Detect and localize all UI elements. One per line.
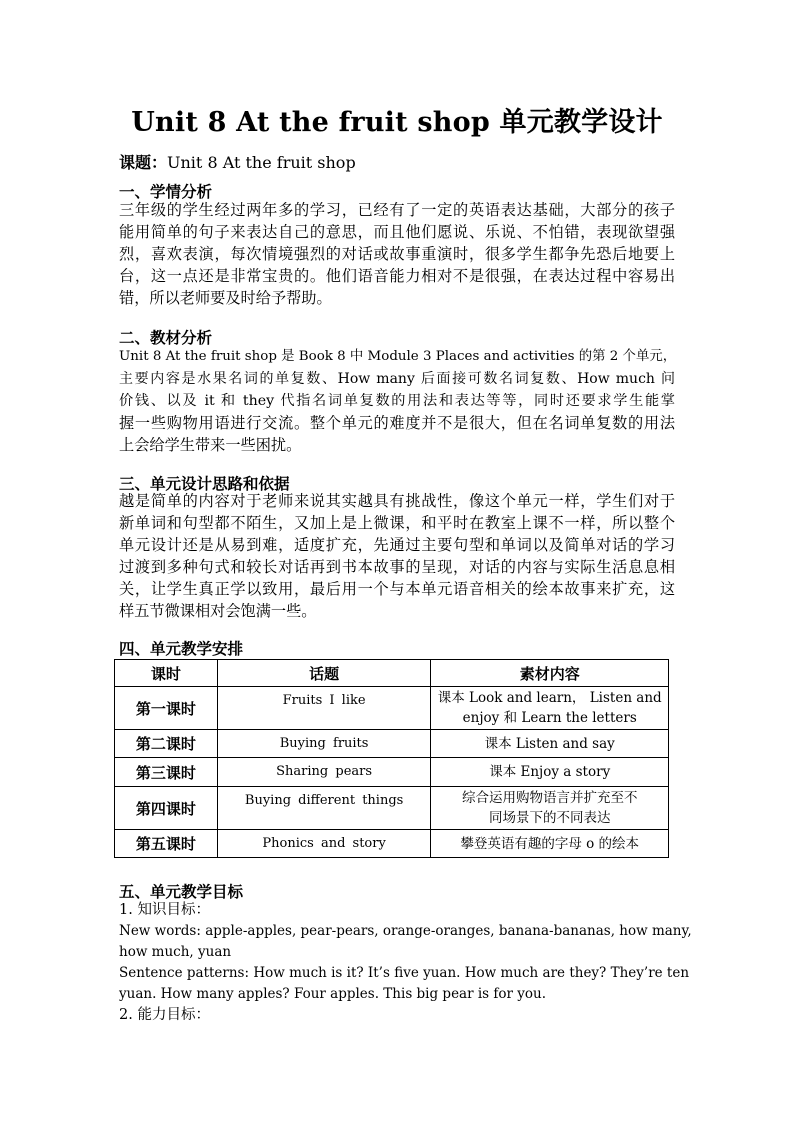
paragraph-line: 样五节微课相对会饱满一些。: [119, 602, 317, 620]
content-line: 课本 Listen and say: [484, 735, 615, 752]
content-cell: [431, 830, 669, 858]
topic-cell: Sharing pears: [217, 758, 431, 787]
paragraph-line: 台，这一点还是非常宝贵的。他们语音能力相对不是很强，在表达过程中容易出: [119, 267, 675, 285]
paragraph-line: 单元设计还是从易到难，适度扩充，先通过主要句型和单词以及简单对话的学习: [119, 536, 675, 554]
paragraph-line: 上会给学生带来一些困扰。: [119, 436, 302, 454]
content-line: enjoy 和 Learn the letters: [462, 710, 637, 726]
section-3-body: [119, 490, 675, 622]
subject-line: [119, 150, 356, 173]
goal-item-knowledge: 1. 知识目标：: [119, 902, 210, 918]
content-line: 课本 Enjoy a story: [489, 764, 611, 780]
column-header-period: 课时: [115, 660, 218, 687]
section-1-body: [119, 199, 675, 309]
content-cell: [431, 730, 669, 758]
goal-line: Sentence patterns: How much is it? It’s five yuan. How much are they? They’re ten: [119, 965, 690, 981]
content-cell: [431, 687, 669, 730]
goal-line: how much, yuan: [119, 944, 232, 960]
content-line: 攀登英语有趣的字母 o 的绘本: [460, 835, 640, 852]
section-2-heading: 二、教材分析: [119, 328, 213, 347]
paragraph-line: 三年级的学生经过两年多的学习，已经有了一定的英语表达基础，大部分的孩子: [119, 201, 675, 219]
table-header-row: [115, 660, 669, 687]
topic-cell: Buying different things: [217, 787, 431, 830]
column-header-topic: 话题: [217, 660, 431, 687]
goal-line: yuan. How many apples? Four apples. This big pear is for you.: [119, 986, 546, 1002]
table-row: [115, 758, 669, 787]
paragraph-line: 价钱、以及 it 和 they 代指名词单复数的用法和表达等等，同时还要求学生能掌: [119, 393, 675, 409]
table-row: [115, 687, 669, 730]
section-4-heading: 四、单元教学安排: [119, 639, 244, 658]
period-cell: 第一课时: [115, 687, 218, 730]
topic-cell: Buying fruits: [217, 730, 431, 758]
paragraph-line: 过渡到多种句式和较长对话再到书本故事的呈现，对话的内容与实际生活息息相: [119, 558, 675, 576]
paragraph-line: 新单词和句型都不陌生，又加上是上微课，和平时在教室上课不一样，所以整个: [119, 514, 675, 532]
paragraph-line: 错，所以老师要及时给予帮助。: [119, 289, 332, 307]
goal-item-ability: 2. 能力目标：: [119, 1007, 210, 1023]
period-cell: 第四课时: [115, 787, 218, 830]
paragraph-line: 握一些购物用语进行交流。整个单元的难度并不是很大，但在名词单复数的用法: [119, 414, 675, 432]
paragraph-line: 能用简单的句子来表达自己的意思，而且他们愿说、乐说、不怕错，表现欲望强: [119, 223, 675, 241]
table-row: [115, 787, 669, 830]
paragraph-line: 烈，喜欢表演，每次情境强烈的对话或故事重演时，很多学生都争先恐后地要上: [119, 245, 675, 263]
content-line: 课本 Look and learn， Listen and: [437, 690, 662, 706]
period-cell: 第五课时: [115, 830, 218, 858]
goal-line: New words: apple-apples, pear-pears, orange-oranges, banana-bananas, how many,: [119, 923, 692, 939]
page-title: Unit 8 At the fruit shop 单元教学设计: [131, 107, 663, 138]
subject-value: Unit 8 At the fruit shop: [167, 153, 356, 172]
period-cell: 第二课时: [115, 730, 218, 758]
section-5-body: [119, 900, 692, 1026]
subject-label: 课题：: [119, 153, 168, 172]
topic-cell: Fruits I like: [217, 687, 431, 730]
period-cell: 第三课时: [115, 758, 218, 787]
teaching-schedule-table: [114, 659, 669, 858]
content-cell: [431, 787, 669, 830]
section-5-heading: 五、单元教学目标: [119, 882, 244, 901]
content-cell: [431, 758, 669, 787]
paragraph-line: 关，让学生真正学以致用，最后用一个与本单元语音相关的绘本故事来扩充，这: [119, 580, 675, 598]
table-row: [115, 730, 669, 758]
section-1-heading: 一、学情分析: [119, 182, 213, 201]
section-2-body: [119, 346, 675, 456]
paragraph-line: 主要内容是水果名词的单复数、How many 后面接可数名词复数、How much 问: [119, 371, 675, 387]
section-3-heading: 三、单元设计思路和依据: [119, 474, 290, 493]
content-line: 同场景下的不同表达: [488, 810, 611, 826]
column-header-content: 素材内容: [431, 660, 669, 687]
paragraph-line: Unit 8 At the fruit shop 是 Book 8 中 Module 3 Places and activities 的第 2 个单元，: [119, 349, 677, 364]
table-row: [115, 830, 669, 858]
topic-cell: Phonics and story: [217, 830, 431, 858]
paragraph-line: 越是简单的内容对于老师来说其实越具有挑战性，像这个单元一样，学生们对于: [119, 492, 675, 510]
content-line: 综合运用购物语言并扩充至不: [461, 790, 638, 806]
